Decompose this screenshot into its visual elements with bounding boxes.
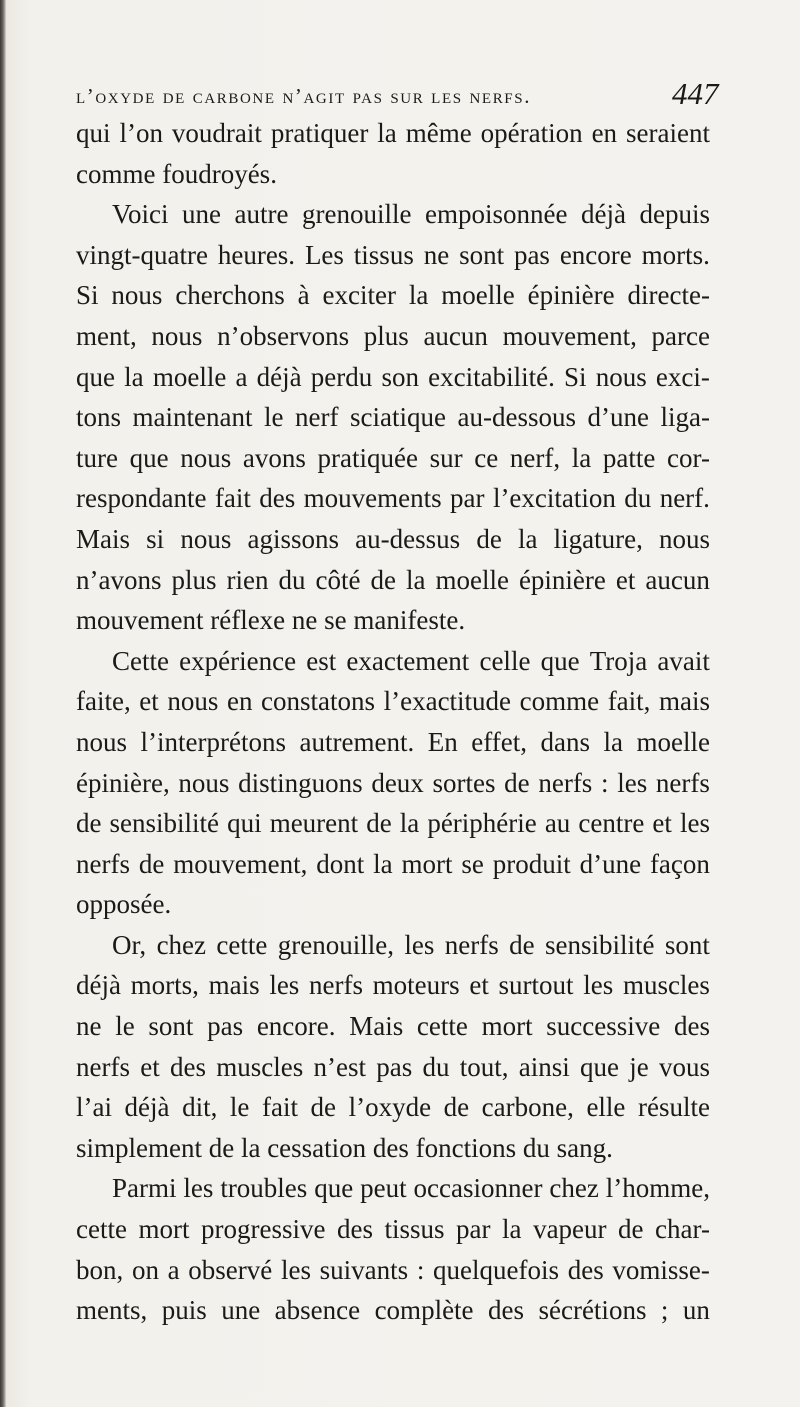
word: l’oxyde bbox=[348, 1092, 432, 1123]
word: : bbox=[601, 767, 609, 798]
word: vingt-quatre bbox=[76, 239, 208, 270]
word: morts. bbox=[641, 239, 710, 270]
word: épinière bbox=[527, 280, 615, 311]
text-line bbox=[76, 316, 710, 357]
text-line bbox=[76, 641, 710, 682]
word: un bbox=[682, 1295, 710, 1326]
word: Si bbox=[76, 280, 99, 311]
word: rien bbox=[226, 564, 269, 595]
word: n’avons bbox=[76, 564, 162, 595]
word: heures. bbox=[217, 239, 296, 270]
word: sont bbox=[664, 929, 710, 960]
word: que bbox=[540, 645, 580, 676]
word: les bbox=[679, 808, 710, 839]
word: en bbox=[591, 118, 618, 148]
word: la bbox=[408, 280, 429, 311]
word: qui bbox=[227, 808, 262, 839]
word: sensibilité bbox=[545, 929, 655, 960]
word: vomisse- bbox=[612, 1254, 710, 1285]
word: Cette bbox=[112, 645, 169, 676]
word: Les bbox=[304, 239, 344, 270]
word: a bbox=[235, 361, 248, 392]
word: déjà bbox=[76, 970, 121, 1001]
word: du bbox=[624, 483, 652, 514]
word: de bbox=[443, 1092, 470, 1123]
text-line bbox=[76, 925, 710, 966]
text-line bbox=[76, 438, 710, 479]
word: nerfs bbox=[76, 848, 130, 879]
word: Or, bbox=[112, 929, 147, 960]
word: Si bbox=[564, 361, 587, 392]
word: n’est bbox=[313, 1051, 366, 1082]
word: et bbox=[652, 808, 672, 839]
text-line bbox=[76, 844, 710, 885]
word: déjà bbox=[256, 361, 302, 392]
word: troubles bbox=[220, 1173, 308, 1204]
word: n’observons bbox=[217, 320, 350, 351]
word: ainsi bbox=[518, 1051, 570, 1082]
word: par bbox=[450, 483, 485, 514]
word: aucun bbox=[645, 564, 710, 595]
word: autrement. bbox=[299, 726, 415, 757]
word: nous bbox=[76, 726, 128, 757]
word: constatons bbox=[261, 686, 376, 717]
word: d’une bbox=[579, 848, 642, 879]
text-line bbox=[76, 154, 710, 195]
word: Troja bbox=[589, 645, 648, 676]
word: mort bbox=[401, 848, 453, 879]
word: plus bbox=[171, 564, 217, 595]
word: de bbox=[310, 1092, 337, 1123]
word: depuis bbox=[639, 199, 710, 230]
word: dit, bbox=[182, 1092, 218, 1123]
word: ne bbox=[76, 1011, 102, 1042]
word: déjà bbox=[124, 1092, 170, 1123]
word: de bbox=[76, 808, 102, 839]
word: des bbox=[567, 1254, 604, 1285]
word: moelle bbox=[441, 280, 515, 311]
word: des bbox=[336, 1214, 373, 1245]
word: le bbox=[229, 1092, 250, 1123]
word: opération bbox=[480, 118, 583, 148]
word: de bbox=[138, 848, 165, 879]
word: en bbox=[226, 686, 253, 717]
word: de bbox=[509, 929, 535, 960]
word: tons bbox=[76, 402, 122, 433]
word: nerfs bbox=[538, 767, 593, 798]
word: cette bbox=[76, 1214, 127, 1245]
word: cor- bbox=[667, 442, 710, 473]
word: fait bbox=[214, 483, 251, 514]
word: dont bbox=[316, 848, 365, 879]
word: produit bbox=[492, 848, 571, 879]
word: ce bbox=[474, 442, 499, 473]
word: nous bbox=[178, 767, 230, 798]
word: et bbox=[139, 686, 159, 717]
word: de bbox=[476, 523, 502, 554]
word: nous bbox=[595, 361, 647, 392]
word: mais bbox=[659, 686, 710, 717]
word: pas bbox=[376, 1051, 413, 1082]
text-line bbox=[76, 722, 710, 763]
word: nerf. bbox=[659, 483, 710, 514]
text-line bbox=[76, 519, 710, 560]
word: complète bbox=[374, 1295, 474, 1326]
word: la bbox=[571, 442, 592, 473]
word: et bbox=[615, 564, 636, 595]
word: seraient bbox=[626, 118, 710, 148]
word: qui bbox=[76, 118, 111, 148]
word: l’excitation bbox=[492, 483, 616, 514]
word: morts, bbox=[130, 970, 199, 1001]
word: agissons bbox=[247, 523, 340, 554]
word: sciatique bbox=[350, 402, 446, 433]
line-text: comme foudroyés. bbox=[76, 158, 277, 189]
word: celle bbox=[479, 645, 531, 676]
word: encore bbox=[559, 239, 632, 270]
text-line bbox=[76, 397, 710, 438]
word: l’exactitude bbox=[383, 686, 512, 717]
word: à bbox=[297, 280, 310, 311]
word: dans bbox=[540, 726, 590, 757]
word: des bbox=[673, 1011, 710, 1042]
word: l’ai bbox=[76, 1092, 112, 1123]
word: nous bbox=[151, 320, 203, 351]
word: se bbox=[461, 848, 484, 879]
word: avons bbox=[242, 442, 306, 473]
text-line bbox=[76, 1250, 710, 1291]
word: carbone, bbox=[481, 1092, 574, 1123]
word: aucun bbox=[423, 320, 488, 351]
text-line bbox=[76, 884, 710, 925]
word: je bbox=[629, 1051, 649, 1082]
word: épinière bbox=[518, 564, 606, 595]
word: par bbox=[456, 1214, 491, 1245]
word: tout, bbox=[459, 1051, 509, 1082]
text-line bbox=[76, 275, 710, 316]
word: tissus bbox=[384, 1214, 445, 1245]
word: nous bbox=[180, 442, 232, 473]
word: des bbox=[259, 483, 296, 514]
text-line bbox=[76, 1087, 710, 1128]
word: et bbox=[469, 970, 489, 1001]
word: a bbox=[167, 1254, 180, 1285]
word: du bbox=[278, 564, 306, 595]
word: sécrétions bbox=[538, 1295, 647, 1326]
word: nous bbox=[167, 686, 219, 717]
word: quelquefois bbox=[433, 1254, 560, 1285]
text-line bbox=[76, 194, 710, 235]
line-text: mouvement réflexe ne se manifeste. bbox=[76, 605, 466, 636]
word: liga- bbox=[660, 402, 710, 433]
word: nous bbox=[180, 523, 232, 554]
word: nerfs bbox=[76, 1051, 130, 1082]
word: ment, bbox=[76, 320, 137, 351]
word: nerfs bbox=[655, 767, 710, 798]
word: muscles bbox=[216, 1051, 304, 1082]
word: côté bbox=[315, 564, 361, 595]
text-line bbox=[76, 681, 710, 722]
word: nerf, bbox=[509, 442, 561, 473]
word: de bbox=[370, 564, 396, 595]
word: absence bbox=[274, 1295, 361, 1326]
word: peut bbox=[360, 1173, 407, 1204]
word: Parmi bbox=[112, 1173, 177, 1204]
word: résulte bbox=[637, 1092, 710, 1123]
word: exactement bbox=[346, 645, 470, 676]
word: observé bbox=[188, 1254, 273, 1285]
word: cette bbox=[216, 929, 268, 960]
word: empoisonnée bbox=[425, 199, 568, 230]
word: les bbox=[280, 1254, 311, 1285]
word: les bbox=[183, 1173, 214, 1204]
word: encore. bbox=[256, 1011, 336, 1042]
word: patte bbox=[602, 442, 656, 473]
word: elle bbox=[586, 1092, 626, 1123]
word: char- bbox=[655, 1214, 710, 1245]
word: que bbox=[76, 361, 115, 392]
word: au-dessous bbox=[457, 402, 576, 433]
word: directe- bbox=[627, 280, 710, 311]
word: l’interprétons bbox=[140, 726, 286, 757]
word: moelle bbox=[152, 361, 227, 392]
word: grenouille bbox=[302, 199, 412, 230]
word: distinguons bbox=[238, 767, 363, 798]
word: même bbox=[405, 118, 472, 148]
word: Voici bbox=[112, 199, 169, 230]
binding-edge bbox=[0, 0, 6, 1407]
word: Mais bbox=[76, 523, 130, 554]
word: fait, bbox=[607, 686, 651, 717]
page-number: 447 bbox=[672, 76, 719, 111]
word: au-dessus bbox=[355, 523, 461, 554]
word: muscles bbox=[622, 970, 710, 1001]
word: tissus bbox=[353, 239, 414, 270]
word: moteurs bbox=[372, 970, 460, 1001]
word: excitabilité. bbox=[428, 361, 555, 392]
word: est bbox=[306, 645, 337, 676]
word: fait bbox=[261, 1092, 298, 1123]
word: mais bbox=[208, 970, 260, 1001]
word: centre bbox=[578, 808, 645, 839]
text-line bbox=[76, 1006, 710, 1047]
word: surtout bbox=[498, 970, 574, 1001]
word: deux bbox=[371, 767, 424, 798]
word: exciter bbox=[322, 280, 396, 311]
word: la bbox=[399, 808, 420, 839]
text-line bbox=[76, 1128, 710, 1169]
word: l’on bbox=[119, 118, 163, 148]
word: faite, bbox=[76, 686, 131, 717]
word: du bbox=[422, 1051, 450, 1082]
word: voudrait bbox=[171, 118, 262, 148]
word: mort bbox=[481, 1011, 533, 1042]
word: que bbox=[579, 1051, 619, 1082]
word: sortes bbox=[432, 767, 496, 798]
word: nerfs bbox=[309, 970, 363, 1001]
word: pas bbox=[207, 1011, 244, 1042]
word: respondante bbox=[76, 483, 207, 514]
word: maintenant bbox=[132, 402, 253, 433]
word: plus bbox=[363, 320, 409, 351]
word: expérience bbox=[179, 645, 297, 676]
text-line bbox=[76, 1047, 710, 1088]
word: de bbox=[366, 808, 392, 839]
word: mouvements bbox=[303, 483, 442, 514]
word: nerfs bbox=[444, 929, 499, 960]
word: les bbox=[583, 970, 614, 1001]
word: épinière, bbox=[76, 767, 170, 798]
text-line bbox=[76, 478, 710, 519]
word: vous bbox=[658, 1051, 710, 1082]
word: une bbox=[182, 199, 222, 230]
word: la bbox=[603, 726, 623, 757]
line-text: opposée. bbox=[76, 889, 172, 920]
text-line bbox=[76, 1209, 710, 1250]
word: les bbox=[617, 767, 648, 798]
word: successive bbox=[546, 1011, 661, 1042]
text-line bbox=[76, 235, 710, 276]
word: le bbox=[264, 402, 284, 433]
word: chez bbox=[549, 1173, 599, 1204]
word: que bbox=[314, 1173, 354, 1204]
word: ture bbox=[76, 442, 118, 473]
word: ments, bbox=[76, 1295, 148, 1326]
word: autre bbox=[234, 199, 289, 230]
word: sur bbox=[429, 442, 463, 473]
word: bon, bbox=[76, 1254, 124, 1285]
word: mouvement, bbox=[502, 320, 637, 351]
line-text: simplement de la cessation des fonctions du sang. bbox=[76, 1132, 613, 1163]
word: au bbox=[544, 808, 571, 839]
word: d’une bbox=[587, 402, 649, 433]
word: moelle bbox=[435, 564, 509, 595]
body-text bbox=[76, 113, 710, 1331]
word: sensibilité bbox=[109, 808, 220, 839]
word: cette bbox=[416, 1011, 468, 1042]
word: mouvement, bbox=[173, 848, 308, 879]
text-line bbox=[76, 560, 710, 601]
word: son bbox=[381, 361, 419, 392]
word: nous bbox=[111, 280, 163, 311]
word: une bbox=[221, 1295, 261, 1326]
word: de bbox=[504, 767, 530, 798]
word: périphérie bbox=[427, 808, 537, 839]
word: le bbox=[115, 1011, 135, 1042]
word: : bbox=[416, 1254, 425, 1285]
word: de bbox=[618, 1214, 644, 1245]
text-line bbox=[76, 113, 710, 154]
word: façon bbox=[649, 848, 710, 879]
word: l’homme, bbox=[605, 1173, 710, 1204]
word: pratiquer bbox=[270, 118, 369, 148]
word: perdu bbox=[310, 361, 373, 392]
word: on bbox=[131, 1254, 159, 1285]
word: nous bbox=[658, 523, 710, 554]
word: pas bbox=[513, 239, 550, 270]
word: la bbox=[377, 118, 397, 148]
word: ligature, bbox=[553, 523, 643, 554]
text-line bbox=[76, 600, 710, 641]
word: avait bbox=[657, 645, 710, 676]
word: nerf bbox=[295, 402, 339, 433]
running-header: l’oxyde de carbone n’agit pas sur les nerfs. bbox=[76, 84, 532, 108]
text-line bbox=[76, 965, 710, 1006]
word: parce bbox=[651, 320, 710, 351]
text-line bbox=[76, 1290, 710, 1331]
word: cherchons bbox=[175, 280, 285, 311]
word: comme bbox=[519, 686, 600, 717]
word: mort bbox=[138, 1214, 190, 1245]
word: déjà bbox=[580, 199, 626, 230]
word: exci- bbox=[655, 361, 710, 392]
word: Mais bbox=[349, 1011, 404, 1042]
word: ne bbox=[423, 239, 450, 270]
text-line bbox=[76, 803, 710, 844]
word: la bbox=[517, 523, 538, 554]
text-line bbox=[76, 763, 710, 804]
word: occasionner bbox=[413, 1173, 543, 1204]
text-line bbox=[76, 1168, 710, 1209]
word: que bbox=[129, 442, 169, 473]
word: suivants bbox=[319, 1254, 409, 1285]
word: En bbox=[427, 726, 458, 757]
word: grenouille, bbox=[277, 929, 394, 960]
word: chez bbox=[156, 929, 207, 960]
word: pratiquée bbox=[317, 442, 418, 473]
word: progressive bbox=[201, 1214, 326, 1245]
word: les bbox=[269, 970, 300, 1001]
word: et bbox=[140, 1051, 160, 1082]
word: puis bbox=[161, 1295, 207, 1326]
word: la bbox=[502, 1214, 522, 1245]
word: des bbox=[488, 1295, 525, 1326]
word: la bbox=[373, 848, 393, 879]
word: moelle bbox=[636, 726, 710, 757]
word: ; bbox=[660, 1295, 669, 1326]
word: sont bbox=[148, 1011, 194, 1042]
word: la bbox=[124, 361, 144, 392]
text-line bbox=[76, 357, 710, 398]
word: des bbox=[169, 1051, 206, 1082]
word: effet, bbox=[471, 726, 527, 757]
word: vapeur bbox=[533, 1214, 607, 1245]
word: sont bbox=[459, 239, 505, 270]
word: si bbox=[146, 523, 165, 554]
word: les bbox=[404, 929, 435, 960]
word: meurent bbox=[269, 808, 359, 839]
word: la bbox=[405, 564, 426, 595]
